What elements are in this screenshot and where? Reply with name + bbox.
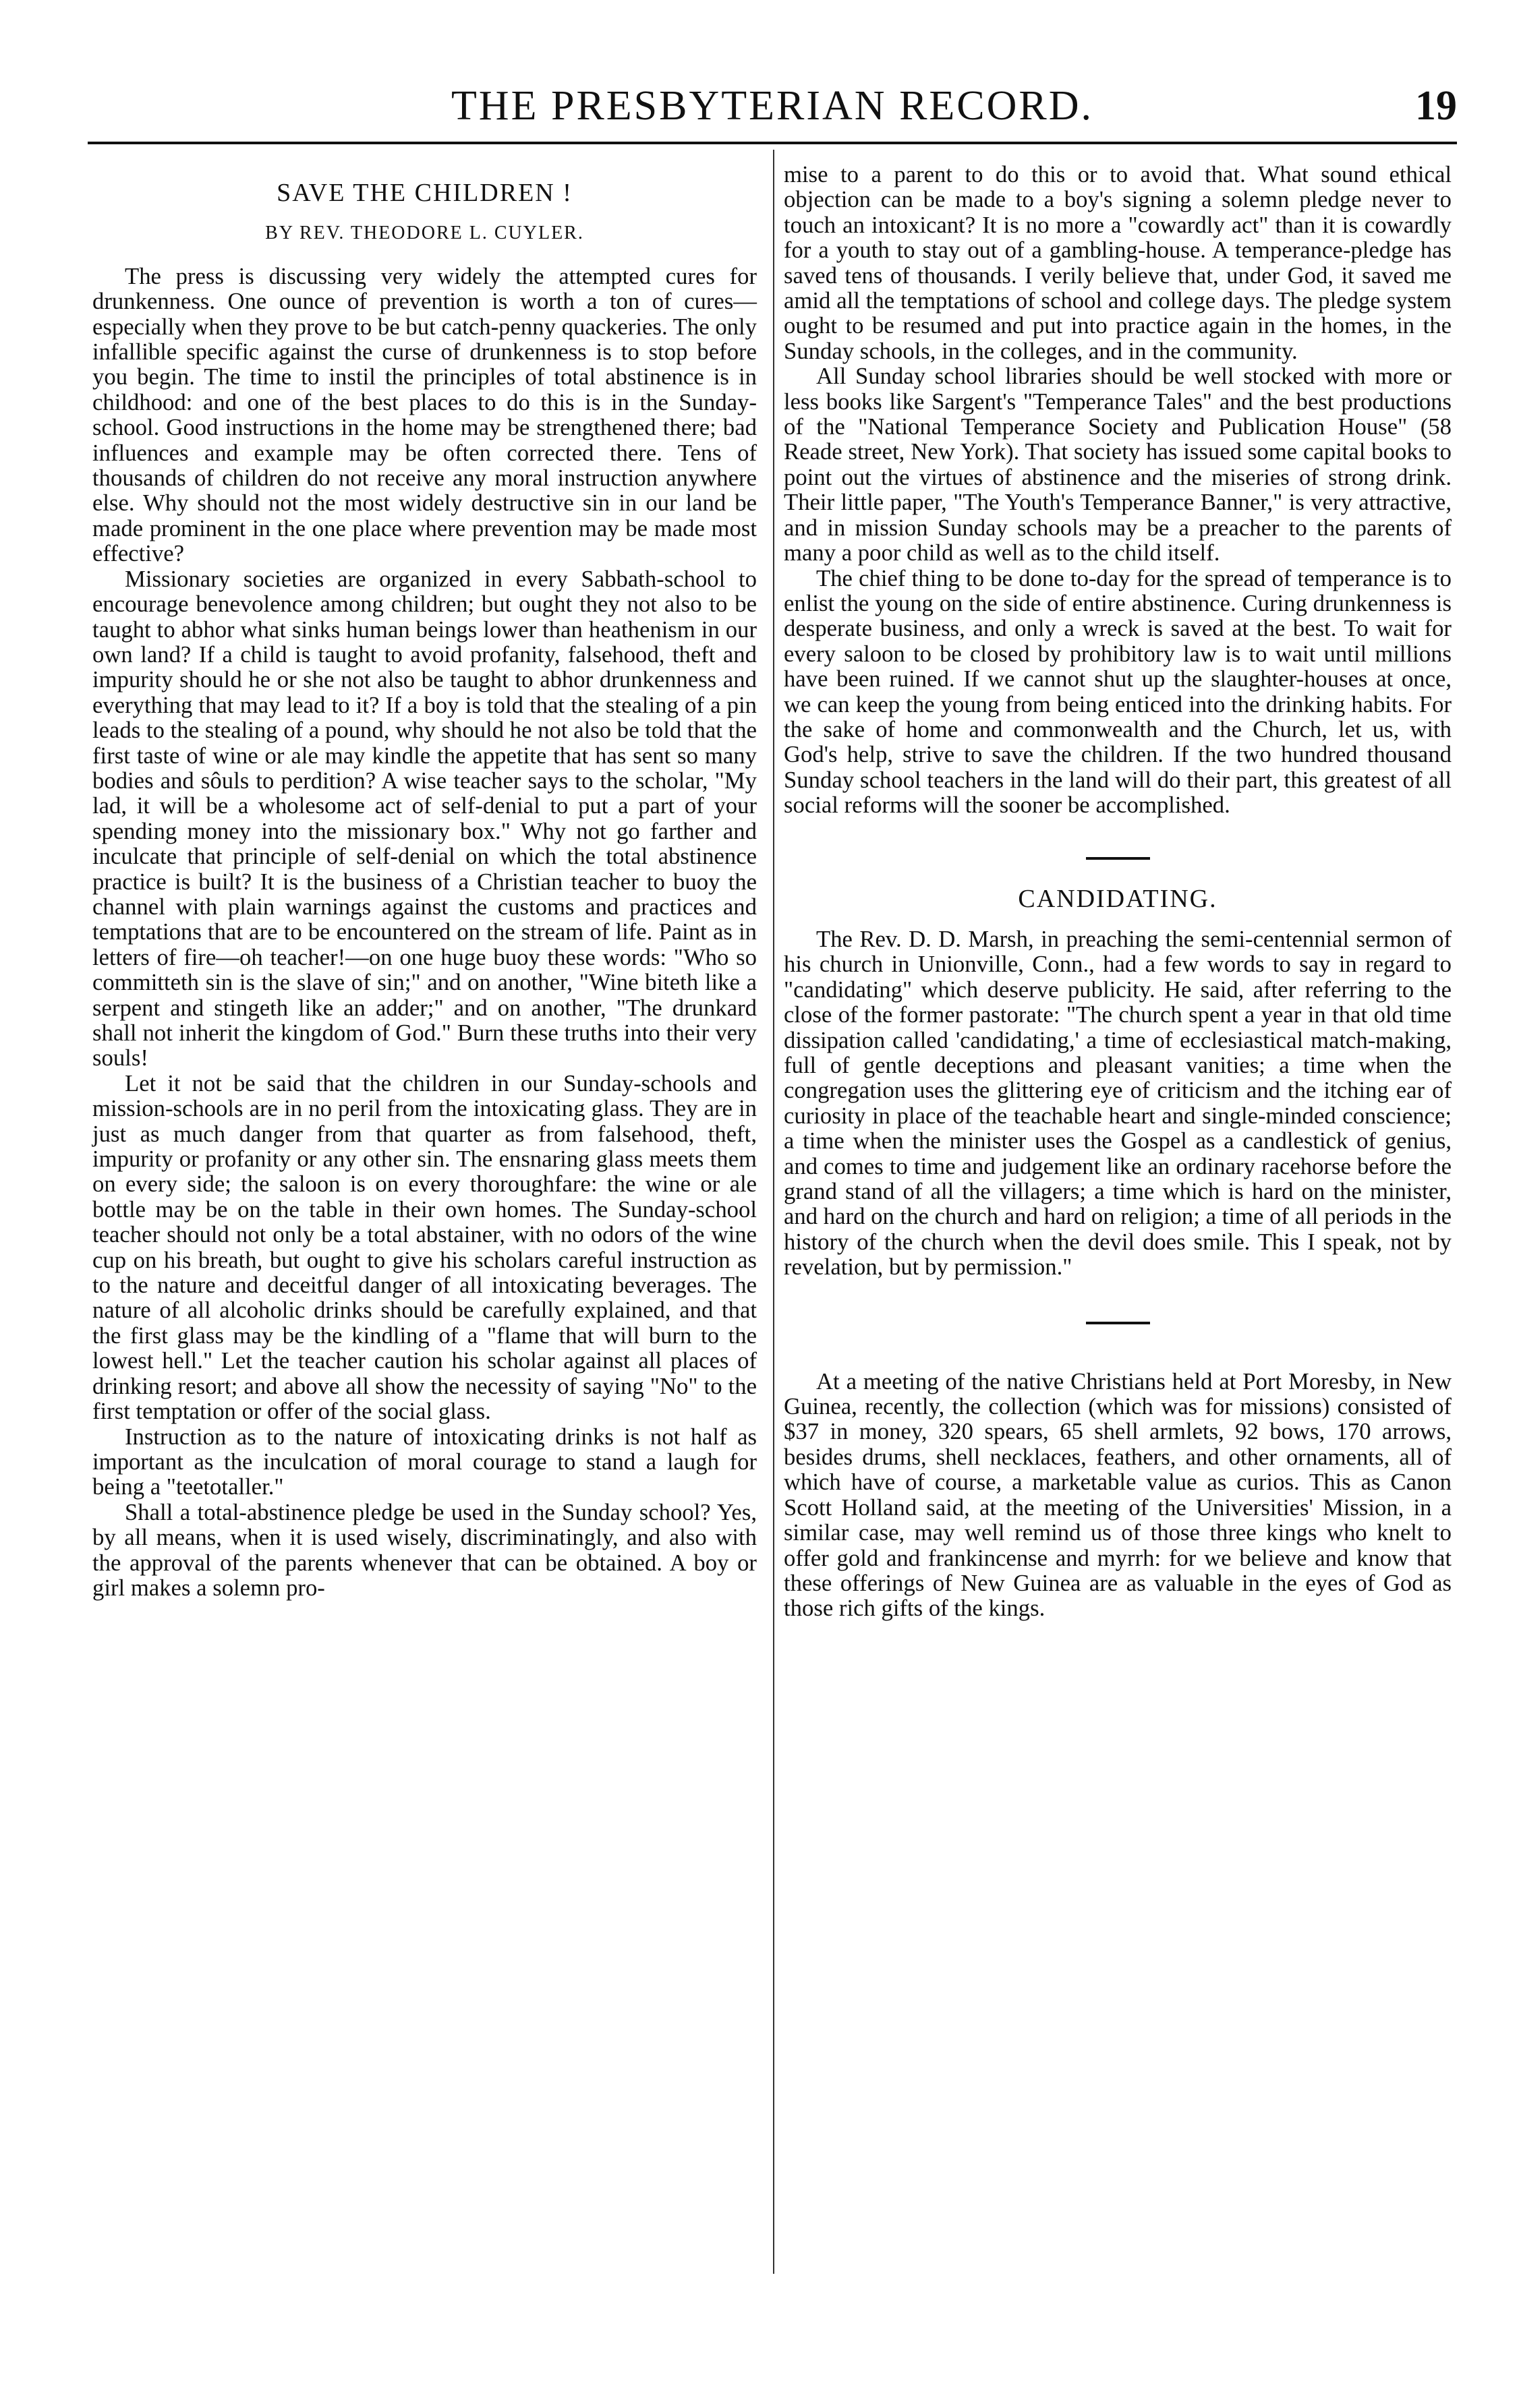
article-title-candidating: CANDIDATING. [1018,884,1217,913]
article-paragraph: Missionary societies are organized in every Sabbath-school to encourage benevolence among children; but ought they not also to be taught to abhor what sinks human beings lower than heathenism in our own land? If a child is taught to avoid profanity, falsehood, theft and impurity should he or she not also be taught to abhor drunkenness and everything that may lead to it? If a boy is told that the stealing of a pin leads to the stealing of a pound, why should he not also be told that the first taste of wine or ale may kindle the appetite that has sent so many bodies and sôuls to perdition? A wise teacher says to the scholar, "My lad, it will be a wholesome act of self-denial to put a part of your spending money into the missionary box." Why not go farther and inculcate that principle of self-denial on which the total abstinence practice is built? It is the business of a Christian teacher to buoy the channel with plain warnings against the customs and practices and temptations that are to be encountered on the stream of life. Paint as in letters of fire—oh teacher!—on one huge buoy these words: "Who so committeth sin is the slave of sin;" and on another, "Wine biteth like a serpent and stingeth like an adder;" and on another, "The drunkard shall not inherit the kingdom of God." Burn these truths into their very souls! [92,565,757,1071]
section-separator [1086,1322,1150,1324]
section-separator [1086,857,1150,860]
header-rule [88,142,1457,144]
article-paragraph-continued: mise to a parent to do this or to avoid that. What sound ethical objection can be made to a boy's signing a solemn pledge never to touch an intoxicant? It is no more a "cowardly act" than it is cowardly for a youth to stay out of a gambling-house. A temperance-pledge has saved tens of thousands. I verily believe that, under God, it saved me amid all the temptations of school and college days. The pledge system ought to be resumed and put into practice again in the homes, in the Sunday schools, in the colleges, and in the community. [784,161,1452,364]
article-title-save-the-children: SAVE THE CHILDREN ! [277,179,573,207]
article-paragraph: The chief thing to be done to-day for the spread of temperance is to enlist the young on the side of entire abstinence. Curing drunkenness is desperate business, and only a wreck is saved at the best. To wait for every saloon to be closed by prohibitory law is to wait until millions have been ruined. If we cannot shut up the slaughter-houses at once, we can keep the young from being enticed into the drinking habits. For the sake of home and commonwealth and the Church, let us, with God's help, strive to save the children. If the two hundred thousand Sunday school teachers in the land will do their part, this greatest of all social reforms will the sooner be accomplished. [784,564,1452,819]
article-paragraph: At a meeting of the native Christians held at Port Moresby, in New Guinea, recently, the collection (which was for missions) consisted of $37 in money, 320 spears, 65 shell armlets, 92 bows, 170 arrows, besides drums, shell necklaces, feathers, and other ornaments, all of which have of course, a marketable value as curios. This as Canon Scott Holland said, at the meeting of the Universities' Mission, in a similar case, may well remind us of those three kings who knelt to offer gold and frankincense and myrrh: for we believe and know that these offerings of New Guinea are as valuable in the eyes of God as those rich gifts of the kings. [784,1368,1452,1622]
page-number: 19 [1415,83,1457,129]
article-byline: BY REV. THEODORE L. CUYLER. [265,223,584,244]
running-title: THE PRESBYTERIAN RECORD. [451,83,1094,129]
article-paragraph: Shall a total-abstinence pledge be used in the Sunday school? Yes, by all means, when it is used wisely, discriminatingly, and also with the approval of the parents whenever that can be obtained. A boy or girl makes a solemn pro- [92,1498,757,1601]
article-paragraph: The press is discussing very widely the attempted cures for drunkenness. One ounce of prevention is worth a ton of cures—especially when they prove to be but catch-penny quackeries. The only infallible specific against the curse of drunkenness is to stop before you begin. The time to instil the principles of total abstinence is in childhood: and one of the best places to do this is in the Sunday-school. Good instructions in the home may be strengthened there; bad influences and example may be often corrected there. Tens of thousands of children do not receive any moral instruction anywhere else. Why should not the most widely destructive sin in our land be made prominent in the one place where prevention may be made most effective? [92,262,757,567]
article-paragraph: Instruction as to the nature of intoxicating drinks is not half as important as the inculcation of moral courage to stand a laugh for being a "teetotaller." [92,1423,757,1500]
article-paragraph: The Rev. D. D. Marsh, in preaching the semi-centennial sermon of his church in Unionville, Conn., had a few words to say in regard to "candidating" which deserve publicity. He said, after referring to the close of the former pastorate: "The church spent a year in that old time dissipation called 'candidating,' a time of ecclesiastical match-making, full of gentle deceptions and pleasant vanities; a time when the congregation uses the glittering eye of criticism and the itching ear of curiosity in place of the teachable heart and single-minded conscience; a time when the minister uses the Gospel as a candlestick of genius, and comes to time and judgement like an ordinary racehorse before the grand stand of all the villagers; a time which is hard on the minister, and hard on the church and hard on religion; a time of all periods in the history of the church when the devil does smile. This I speak, not by revelation, but by permission." [784,925,1452,1281]
right-column [784,162,1452,1621]
left-column [92,162,757,1600]
article-paragraph: All Sunday school libraries should be well stocked with more or less books like Sargent's "Temperance Tales" and the best productions of the "National Temperance Society and Publication House" (58 Reade street, New York). That society has issued some capital books to point out the virtues of abstinence and the miseries of strong drink. Their little paper, "The Youth's Temperance Banner," is very attractive, and in mission Sunday schools may be a preacher to the parents of many a poor child as well as to the child itself. [784,363,1452,566]
article-paragraph: Let it not be said that the children in our Sunday-schools and mission-schools are in no peril from the intoxicating glass. They are in just as much danger from that quarter as from falsehood, theft, impurity or profanity or any other sin. The ensnaring glass meets them on every side; the saloon is on every thoroughfare: the wine or ale bottle may be on the table in their own homes. The Sunday-school teacher should not only be a total abstainer, with no odors of the wine cup on his breath, but ought to give his scholars careful instruction as to the nature and deceitful danger of all intoxicating beverages. The nature of all alcoholic drinks should be carefully explained, and that the first glass may be the kindling of a "flame that will burn to the lowest hell." Let the teacher caution his scholar against all places of drinking resort; and above all show the necessity of saying "No" to the first temptation or offer of the social glass. [92,1069,757,1425]
page-header [88,73,1457,134]
column-divider [773,150,774,2274]
